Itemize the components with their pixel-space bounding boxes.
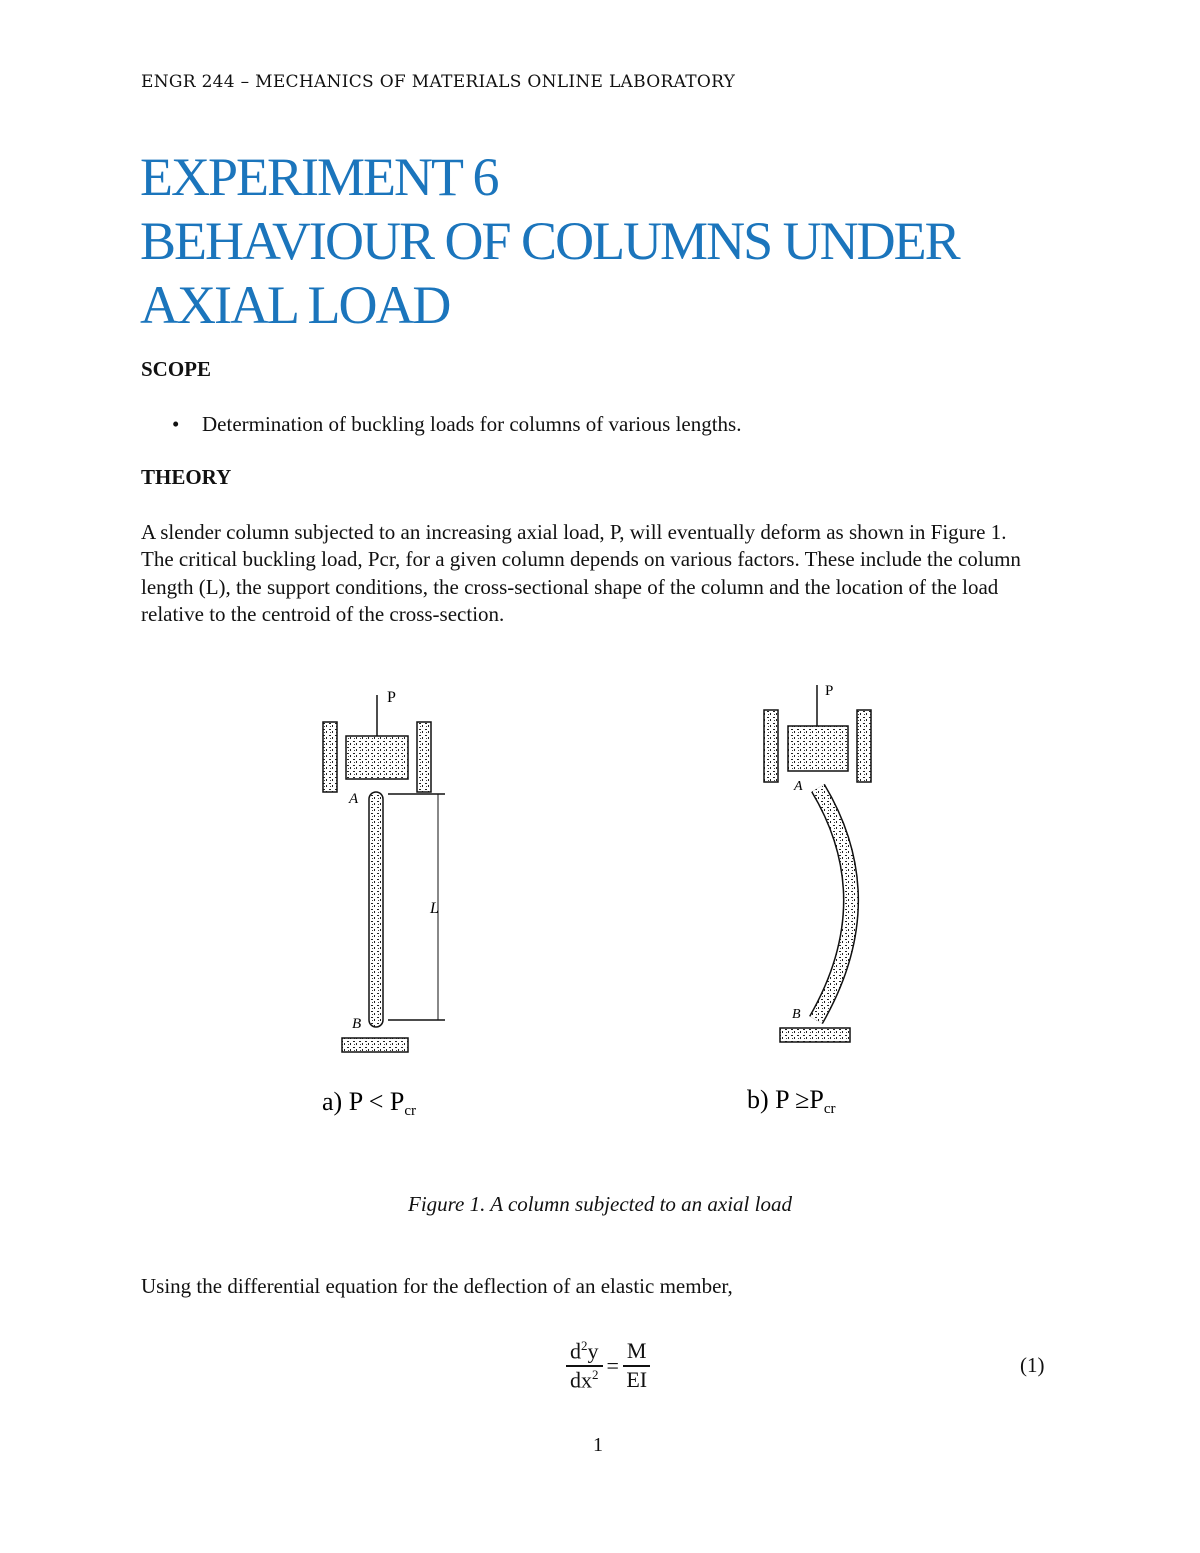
- bullet-text: Determination of buckling loads for columns of various lengths.: [202, 412, 742, 436]
- load-label-a: P: [387, 689, 396, 706]
- point-a-label-a: A: [349, 791, 359, 807]
- load-label-b: P: [825, 683, 834, 699]
- point-b-label-a: B: [352, 1016, 362, 1032]
- caption-b-main: b) P ≥P: [747, 1085, 824, 1114]
- lhs-fraction: [566, 1338, 603, 1394]
- column-diagram-b: [764, 685, 871, 1042]
- document-title: [140, 145, 959, 337]
- point-a-label-b: A: [794, 779, 803, 794]
- column-diagram-a: [323, 695, 445, 1052]
- length-label: L: [430, 900, 439, 917]
- lhs-den-sup: 2: [592, 1367, 599, 1383]
- caption-a: [322, 1087, 416, 1119]
- bullet-icon: •: [172, 412, 180, 436]
- title-line: EXPERIMENT 6: [140, 147, 498, 207]
- lhs-num-sup: 2: [581, 1338, 588, 1353]
- equals-sign: =: [606, 1352, 619, 1378]
- figure-1-columns: [220, 650, 980, 1150]
- theory-heading: THEORY: [141, 465, 232, 489]
- equation-1: [566, 1338, 650, 1394]
- caption-a-sub: cr: [404, 1103, 416, 1119]
- rhs-fraction: [623, 1338, 651, 1393]
- caption-b-sub: cr: [823, 1101, 836, 1117]
- title-line: BEHAVIOUR OF COLUMNS UNDER: [140, 211, 959, 271]
- point-b-label-b: B: [792, 1007, 801, 1022]
- page-header: ENGR 244 – MECHANICS OF MATERIALS ONLINE LABORATORY: [141, 72, 736, 92]
- rhs-den: EI: [626, 1367, 648, 1393]
- title-line: AXIAL LOAD: [140, 275, 450, 335]
- lhs-den: dx: [570, 1367, 592, 1393]
- caption-b: [747, 1085, 836, 1117]
- equation-number: (1): [1020, 1353, 1045, 1377]
- equation-intro: Using the differential equation for the deflection of an elastic member,: [141, 1274, 733, 1298]
- lhs-num: d: [570, 1338, 581, 1364]
- scope-heading: SCOPE: [141, 357, 212, 381]
- figure-caption: Figure 1. A column subjected to an axial load: [408, 1192, 792, 1216]
- caption-a-main: a) P < P: [322, 1087, 405, 1116]
- rhs-num: M: [623, 1338, 651, 1367]
- lhs-num-var: y: [587, 1338, 599, 1364]
- scope-bullet: [172, 412, 741, 437]
- theory-paragraph: A slender column subjected to an increasing axial load, P, will eventually deform as shown in Figure 1. The critical buckling load, Pcr, for a given column depends on various factors. These include the column length (L), the support conditions, the cross-sectional shape of the column and the location of the load relative to the centroid of the cross-section.: [141, 520, 1021, 626]
- page-number: 1: [593, 1434, 603, 1456]
